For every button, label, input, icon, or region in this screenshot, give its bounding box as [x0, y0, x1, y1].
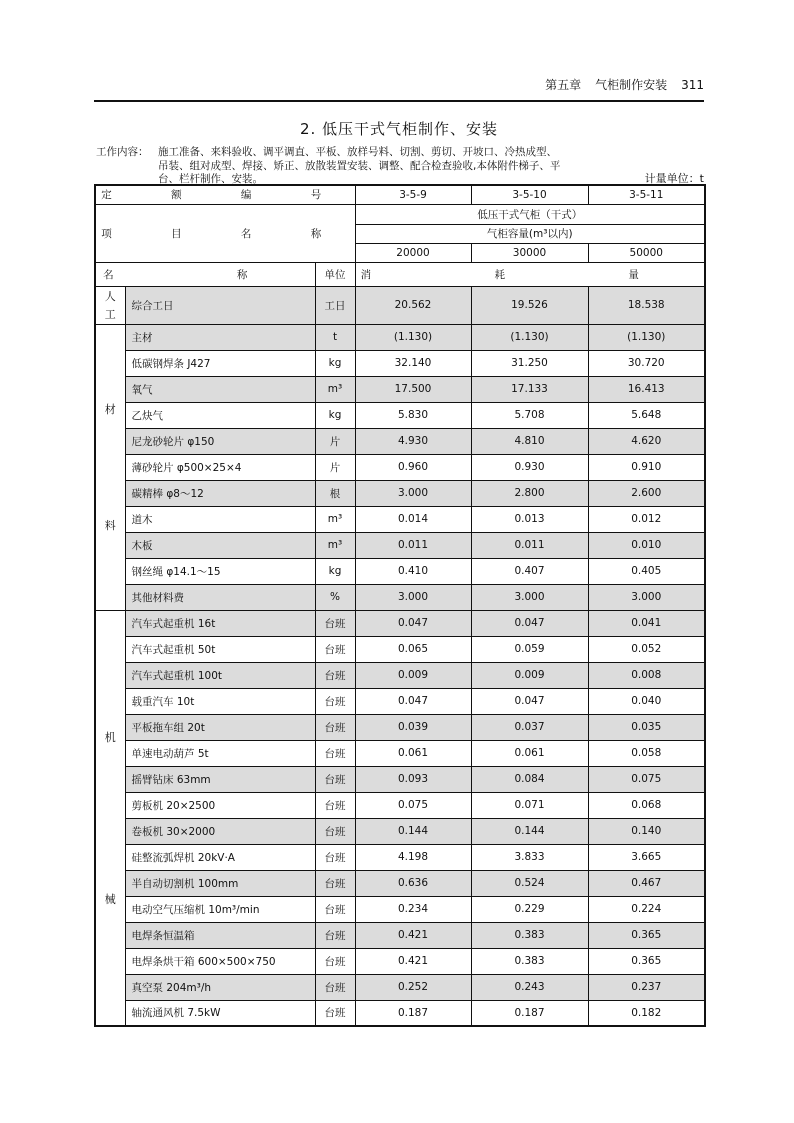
row-name: 剪板机 20×2500 — [125, 792, 315, 818]
row-value: 0.093 — [355, 766, 471, 792]
row-name: 电动空气压缩机 10m³/min — [125, 896, 315, 922]
group-label-char: 械 — [104, 892, 116, 906]
row-value: 16.413 — [588, 376, 705, 402]
row-value: 0.011 — [355, 532, 471, 558]
row-name: 载重汽车 10t — [125, 688, 315, 714]
row-value: 0.410 — [355, 558, 471, 584]
row-name: 尼龙砂轮片 φ150 — [125, 428, 315, 454]
table-row — [95, 506, 705, 532]
row-value: 2.600 — [588, 480, 705, 506]
row-value: 0.140 — [588, 818, 705, 844]
row-value: 0.187 — [355, 1000, 471, 1026]
row-unit: 台班 — [315, 870, 355, 896]
table-row — [95, 948, 705, 974]
group-label — [95, 286, 125, 324]
row-value: 0.009 — [471, 662, 588, 688]
row-value: 0.243 — [471, 974, 588, 1000]
row-value: 4.810 — [471, 428, 588, 454]
row-unit: 台班 — [315, 610, 355, 636]
table-row — [95, 792, 705, 818]
table-row — [95, 740, 705, 766]
group-label-char: 人 — [104, 290, 116, 303]
row-value: 5.648 — [588, 402, 705, 428]
row-name: 其他材料费 — [125, 584, 315, 610]
table-row — [95, 454, 705, 480]
row-name: 汽车式起重机 50t — [125, 636, 315, 662]
row-value: 0.252 — [355, 974, 471, 1000]
row-value: 3.665 — [588, 844, 705, 870]
group-label-char: 材 — [104, 402, 116, 416]
row-value: 0.144 — [471, 818, 588, 844]
row-value: 0.187 — [471, 1000, 588, 1026]
row-value: 0.013 — [471, 506, 588, 532]
row-value: 0.383 — [471, 922, 588, 948]
row-unit: kg — [315, 558, 355, 584]
row-value: 0.071 — [471, 792, 588, 818]
row-unit: m³ — [315, 532, 355, 558]
row-unit: 台班 — [315, 974, 355, 1000]
row-value: 5.830 — [355, 402, 471, 428]
unit-label: 计量单位：t — [644, 172, 704, 185]
row-value: 0.008 — [588, 662, 705, 688]
row-value: 0.636 — [355, 870, 471, 896]
row-value: 0.383 — [471, 948, 588, 974]
table-row — [95, 714, 705, 740]
table-row — [95, 610, 705, 636]
table-row — [95, 1000, 705, 1026]
running-head — [531, 76, 704, 93]
page-header — [94, 74, 704, 100]
table-row — [95, 922, 705, 948]
row-unit: 台班 — [315, 818, 355, 844]
row-unit: 台班 — [315, 792, 355, 818]
row-name: 木板 — [125, 532, 315, 558]
row-name: 汽车式起重机 16t — [125, 610, 315, 636]
row-value: 31.250 — [471, 350, 588, 376]
chapter-number: 第五章 — [545, 78, 582, 92]
group-label-char: 机 — [104, 730, 116, 744]
row-name: 单速电动葫芦 5t — [125, 740, 315, 766]
row-value: 30.720 — [588, 350, 705, 376]
row-value: 4.198 — [355, 844, 471, 870]
row-value: 0.365 — [588, 948, 705, 974]
row-value: 0.930 — [471, 454, 588, 480]
table-row — [95, 662, 705, 688]
row-unit: 台班 — [315, 844, 355, 870]
row-unit: m³ — [315, 506, 355, 532]
row-name: 薄砂轮片 φ500×25×4 — [125, 454, 315, 480]
table-row — [95, 480, 705, 506]
row-value: 0.524 — [471, 870, 588, 896]
group-label-char: 料 — [104, 519, 116, 533]
row-name: 真空泵 204m³/h — [125, 974, 315, 1000]
row-value: 3.833 — [471, 844, 588, 870]
capacity-value: 50000 — [588, 243, 705, 262]
row-name: 轴流通风机 7.5kW — [125, 1000, 315, 1026]
row-value: 0.047 — [471, 688, 588, 714]
table-row — [95, 286, 705, 324]
row-value: 0.421 — [355, 948, 471, 974]
row-value: 0.059 — [471, 636, 588, 662]
row-unit: 片 — [315, 454, 355, 480]
row-name: 卷板机 30×2000 — [125, 818, 315, 844]
work-content-line: 台、栏杆制作、安装。 — [158, 173, 263, 185]
table-row — [95, 376, 705, 402]
row-value: 0.011 — [471, 532, 588, 558]
row-value: (1.130) — [355, 324, 471, 350]
row-value: 0.234 — [355, 896, 471, 922]
capacity-value: 30000 — [471, 243, 588, 262]
row-value: 0.041 — [588, 610, 705, 636]
item-type-row — [95, 204, 705, 224]
row-value: 0.037 — [471, 714, 588, 740]
row-value: 0.229 — [471, 896, 588, 922]
capacity-label: 气柜容量(m³以内) — [355, 224, 705, 243]
capacity-value: 20000 — [355, 243, 471, 262]
row-value: 0.061 — [355, 740, 471, 766]
row-value: 0.075 — [588, 766, 705, 792]
row-value: 0.047 — [355, 610, 471, 636]
row-value: 0.058 — [588, 740, 705, 766]
row-value: 17.500 — [355, 376, 471, 402]
row-value: 0.075 — [355, 792, 471, 818]
row-unit: 台班 — [315, 896, 355, 922]
row-name: 综合工日 — [125, 286, 315, 324]
row-value: 19.526 — [471, 286, 588, 324]
column-unit-header: 单位 — [315, 262, 355, 286]
column-consumption-header: 消 耗 量 — [355, 262, 705, 286]
row-value: 3.000 — [471, 584, 588, 610]
row-value: 0.065 — [355, 636, 471, 662]
group-label-char: 工 — [104, 308, 116, 321]
row-unit: % — [315, 584, 355, 610]
row-value: 0.960 — [355, 454, 471, 480]
table-row — [95, 428, 705, 454]
quota-code: 3-5-11 — [588, 185, 705, 204]
row-unit: 片 — [315, 428, 355, 454]
row-unit: t — [315, 324, 355, 350]
row-value: 0.405 — [588, 558, 705, 584]
row-unit: 台班 — [315, 922, 355, 948]
row-value: 0.012 — [588, 506, 705, 532]
row-value: 0.061 — [471, 740, 588, 766]
row-unit: 台班 — [315, 1000, 355, 1026]
row-value: 0.467 — [588, 870, 705, 896]
row-name: 电焊条烘干箱 600×500×750 — [125, 948, 315, 974]
row-value: 5.708 — [471, 402, 588, 428]
table-row — [95, 974, 705, 1000]
row-value: 0.047 — [471, 610, 588, 636]
row-unit: 根 — [315, 480, 355, 506]
item-type: 低压干式气柜（干式） — [355, 204, 705, 224]
row-value: 0.084 — [471, 766, 588, 792]
row-value: 4.930 — [355, 428, 471, 454]
header-rule — [94, 100, 704, 102]
row-value: 0.421 — [355, 922, 471, 948]
quota-code-row — [95, 185, 705, 204]
row-value: 0.224 — [588, 896, 705, 922]
table-row — [95, 350, 705, 376]
table-row — [95, 818, 705, 844]
item-name-label: 项 目 名 称 — [95, 204, 355, 262]
group-label — [95, 324, 125, 610]
row-value: 0.144 — [355, 818, 471, 844]
section-title: 2. 低压干式气柜制作、安装 — [299, 120, 499, 138]
row-name: 氧气 — [125, 376, 315, 402]
table-row — [95, 688, 705, 714]
row-name: 平板拖车组 20t — [125, 714, 315, 740]
row-value: 4.620 — [588, 428, 705, 454]
table-row — [95, 844, 705, 870]
row-value: 0.010 — [588, 532, 705, 558]
row-value: 0.035 — [588, 714, 705, 740]
table-row — [95, 532, 705, 558]
row-value: 18.538 — [588, 286, 705, 324]
work-content-line: 吊装、组对成型、焊接、矫正、放散装置安装、调整、配合检查验收,本体附件梯子、平 — [158, 159, 561, 172]
table-row — [95, 324, 705, 350]
row-value: 0.009 — [355, 662, 471, 688]
row-name: 主材 — [125, 324, 315, 350]
row-value: 0.365 — [588, 922, 705, 948]
work-content-label: 工作内容： — [96, 146, 149, 158]
row-value: 0.052 — [588, 636, 705, 662]
row-unit: kg — [315, 350, 355, 376]
row-name: 硅整流弧焊机 20kV·A — [125, 844, 315, 870]
row-value: 0.040 — [588, 688, 705, 714]
row-unit: 台班 — [315, 714, 355, 740]
table-row — [95, 584, 705, 610]
row-value: 20.562 — [355, 286, 471, 324]
row-value: 32.140 — [355, 350, 471, 376]
row-name: 道木 — [125, 506, 315, 532]
row-value: 0.014 — [355, 506, 471, 532]
row-name: 钢丝绳 φ14.1～15 — [125, 558, 315, 584]
table-row — [95, 558, 705, 584]
row-unit: 台班 — [315, 948, 355, 974]
table-row — [95, 870, 705, 896]
row-value: 0.407 — [471, 558, 588, 584]
row-unit: 台班 — [315, 662, 355, 688]
row-value: 0.039 — [355, 714, 471, 740]
quota-code: 3-5-10 — [471, 185, 588, 204]
row-name: 电焊条恒温箱 — [125, 922, 315, 948]
row-value: 0.237 — [588, 974, 705, 1000]
row-value: 0.068 — [588, 792, 705, 818]
row-unit: 台班 — [315, 740, 355, 766]
row-name: 低碳钢焊条 J427 — [125, 350, 315, 376]
row-name: 乙炔气 — [125, 402, 315, 428]
row-unit: kg — [315, 402, 355, 428]
table-row — [95, 766, 705, 792]
row-value: 2.800 — [471, 480, 588, 506]
row-unit: 工日 — [315, 286, 355, 324]
row-name: 摇臂钻床 63mm — [125, 766, 315, 792]
row-name: 半自动切割机 100mm — [125, 870, 315, 896]
row-value: 0.182 — [588, 1000, 705, 1026]
table-row — [95, 896, 705, 922]
row-unit: 台班 — [315, 688, 355, 714]
work-content-line: 施工准备、来料验收、调平调直、平板、放样号料、切割、剪切、开坡口、冷热成型、 — [158, 146, 557, 158]
quota-table — [94, 184, 706, 1027]
row-value: (1.130) — [471, 324, 588, 350]
row-value: 17.133 — [471, 376, 588, 402]
page-number: 311 — [681, 78, 704, 92]
row-value: 3.000 — [355, 584, 471, 610]
table-row — [95, 636, 705, 662]
row-value: 3.000 — [588, 584, 705, 610]
row-value: 0.910 — [588, 454, 705, 480]
table-row — [95, 402, 705, 428]
quota-code-label: 定 额 编 号 — [95, 185, 355, 204]
row-name: 碳精棒 φ8～12 — [125, 480, 315, 506]
row-name: 汽车式起重机 100t — [125, 662, 315, 688]
row-value: 0.047 — [355, 688, 471, 714]
group-label — [95, 610, 125, 1026]
row-value: 3.000 — [355, 480, 471, 506]
column-header-row — [95, 262, 705, 286]
column-name-header: 名 称 — [95, 262, 315, 286]
row-value: (1.130) — [588, 324, 705, 350]
row-unit: 台班 — [315, 766, 355, 792]
row-unit: 台班 — [315, 636, 355, 662]
chapter-title: 气柜制作安装 — [595, 78, 668, 92]
row-unit: m³ — [315, 376, 355, 402]
quota-code: 3-5-9 — [355, 185, 471, 204]
